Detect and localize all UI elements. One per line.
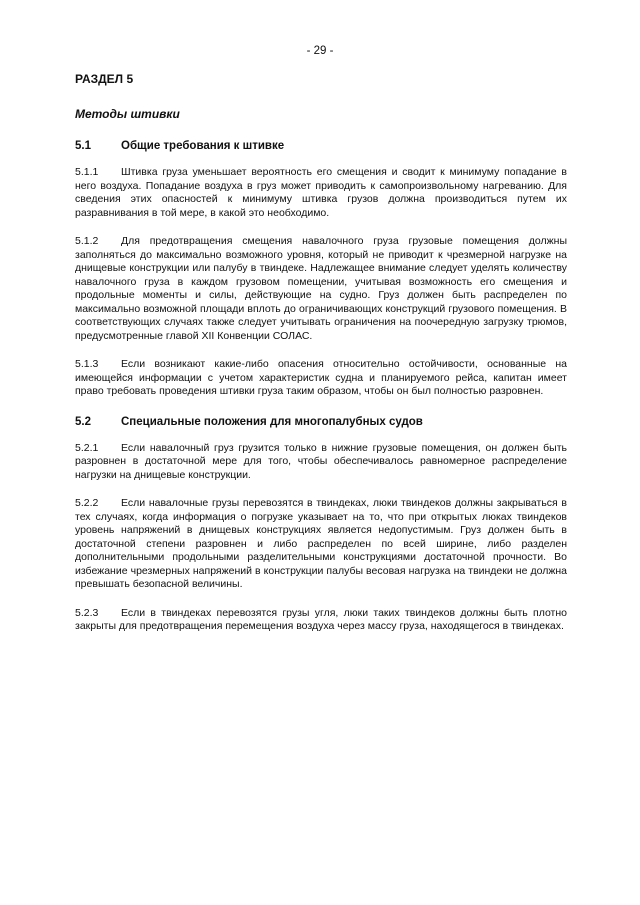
paragraph-number: 5.1.2: [75, 235, 99, 247]
section-title: Специальные положения для многопалубных судов: [121, 415, 423, 428]
part-title: РАЗДЕЛ 5: [75, 72, 134, 86]
paragraph: [75, 166, 567, 220]
page-content: [75, 72, 567, 634]
paragraph-text: Если в твиндеках перевозятся грузы угля, люки таких твиндеков должны быть плотно закрыты для предотвращения перемещения воздуха через массу груза, находящегося в твиндеках.: [75, 606, 567, 632]
section-title: Общие требования к штивке: [121, 140, 285, 152]
paragraph-number: 5.1.1: [75, 166, 99, 178]
paragraph: [75, 607, 567, 634]
paragraph-number: 5.2.2: [75, 497, 99, 509]
section-heading: [75, 139, 567, 153]
paragraph-text: Для предотвращения смещения навалочного груза грузовые помещения должны заполняться до максимально возможного уровня, который не приводит к чрезмерной нагрузке на днищевые конструкции или палубу в твиндеке. Надлежащее внимание следует уделять количеству навалочного груза в каждом грузовом помещении, учитывая возможность его смещения и продольные моменты и силы, действующие на судно. Груз должен быть распределен по максимально возможной площади вплоть до ограничивающих конструкций грузового помещения. В соответствующих случаях также следует учитывать ограничения на поочередную загрузку трюмов, предусмотренные главой XII Конвенции СОЛАС.: [75, 235, 567, 342]
paragraph: [75, 358, 567, 399]
paragraph-text: Если навалочные грузы перевозятся в твиндеках, люки твиндеков должны закрываться в тех случаях, когда информация о погрузке указывает на то, что при открытых люках твиндеков уровень напряжений в днищевых конструкциях является недопустимым. Груз должен быть в достаточной степени разровнен и либо распределен по всей ширине, либо разделен дополнительными продольными разделительными конструкциями достаточной прочности. Во избежание чрезмерных напряжений в конструкции палубы весовая нагрузка на твиндеки не должна превышать безопасной величины.: [75, 497, 567, 590]
section-number: 5.1: [75, 140, 91, 152]
paragraph-text: Штивка груза уменьшает вероятность его смещения и сводит к минимуму попадание в него воздуха. Попадание воздуха в груз может приводить к самопроизвольному нагреванию. Для сведения этих опасностей к минимуму штивка грузов должна производиться путем их разравнивания в той мере, в какой это необходимо.: [75, 166, 567, 219]
paragraph-number: 5.2.3: [75, 606, 99, 619]
paragraph: [75, 497, 567, 592]
section-heading: [75, 415, 567, 429]
page-number: - 29 -: [306, 45, 334, 57]
paragraph: [75, 235, 567, 343]
paragraph-number: 5.1.3: [75, 358, 99, 370]
paragraph-text: Если навалочный груз грузится только в нижние грузовые помещения, он должен быть разровнен в достаточной мере для того, чтобы обеспечивалось равномерное распределение нагрузки на днищевые конструкции.: [75, 441, 567, 481]
paragraph-text: Если возникают какие-либо опасения относительно остойчивости, основанные на имеющейся информации с учетом характеристик судна и планируемого рейса, капитан имеет право требовать проведения штивки груза таким образом, чтобы он был полностью разровнен.: [75, 358, 567, 397]
section-subtitle: Методы штивки: [75, 107, 180, 121]
section-number: 5.2: [75, 415, 91, 428]
paragraph-number: 5.2.1: [75, 441, 99, 454]
paragraph: [75, 442, 567, 483]
